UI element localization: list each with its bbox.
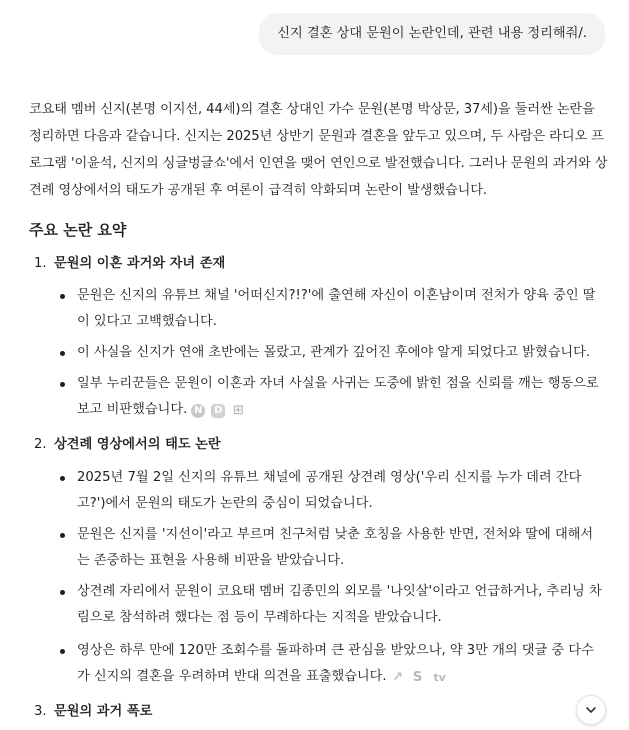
user-message-text: 신지 결혼 상대 문원이 논란인데, 관련 내용 정리해줘/. [277, 26, 587, 41]
windows-source-icon[interactable]: ⊞ [232, 403, 244, 418]
intro-paragraph: 코요태 멤버 신지(본명 이지선, 44세)의 결혼 상대인 가수 문원(본명 박상문, 37세)을 둘러싼 논란을 정리하면 다음과 같습니다. 신지는 2025년 상반기 문원과 결혼을 앞두고 있으며, 두 사람은 라디오 프로그램 '이윤석, 신지의 싱글벙글쇼'에서 인연을 맺어 연인으로 발전했습니다. 그러나 문원의 과거와 상견례 영상에서의 태도가 공개된 후 여론이 급격히 악화되며 논란이 발생했습니다. [29, 102, 608, 198]
list-item-number: 3. [34, 704, 47, 719]
bullet-text: 이 사실을 신지가 연애 초반에는 몰랐고, 관계가 깊어진 후에야 알게 되었다고 밝혔습니다. [77, 345, 591, 360]
source-icons [191, 399, 251, 425]
user-message-bubble [259, 13, 605, 55]
source-icons [391, 666, 455, 692]
daum-source-icon[interactable]: D [211, 404, 225, 418]
list-item-number: 2. [34, 437, 47, 452]
list-item-2-heading [34, 435, 221, 455]
list-item-title: 상견례 영상에서의 태도 논란 [54, 437, 221, 452]
bullet-text: 상견례 자리에서 문원이 코요태 멤버 김종민의 외모를 '나잇살'이라고 언급하거나, 추리닝 차림으로 참석하려 했다는 점 등이 무례하다는 지적을 받았습니다. [77, 584, 602, 625]
list-item-title: 문원의 과거 폭로 [54, 704, 153, 719]
bullet-text: 문원은 신지를 '지선이'라고 부르며 친구처럼 낮춘 호칭을 사용한 반면, 전처와 딸에 대해서는 존중하는 표현을 사용해 비판을 받았습니다. [77, 527, 594, 568]
bullet-item [77, 371, 602, 425]
bullet-item [77, 579, 602, 631]
list-item-1-heading [34, 254, 225, 274]
list-item-number: 1. [34, 256, 47, 271]
bullet-item [77, 283, 602, 335]
arrow-source-icon[interactable]: ↗ [392, 670, 404, 685]
list-item-title: 문원의 이혼 과거와 자녀 존재 [54, 256, 226, 271]
bullet-item [77, 465, 602, 517]
tv-source-icon[interactable]: tv [433, 671, 446, 684]
assistant-answer [29, 96, 609, 719]
s-source-icon[interactable]: S [412, 670, 423, 685]
chevron-down-icon [584, 703, 598, 717]
scroll-down-button[interactable] [576, 695, 606, 725]
bullet-text: 일부 누리꾼들은 문원이 이혼과 자녀 사실을 사귀는 도중에 밝힌 점을 신뢰를 깨는 행동으로 보고 비판했습니다. [77, 376, 599, 417]
list-item-3-heading [34, 702, 152, 722]
bullet-item [77, 638, 602, 692]
bullet-item [77, 340, 602, 366]
naver-source-icon[interactable]: N [191, 404, 205, 418]
bullet-text: 영상은 하루 만에 120만 조회수를 돌파하며 큰 관심을 받았으나, 약 3만 개의 댓글 중 다수가 신지의 결혼을 우려하며 반대 의견을 표출했습니다. [77, 643, 594, 684]
section-title: 주요 논란 요약 [29, 221, 127, 239]
bullet-item [77, 522, 602, 574]
bullet-text: 2025년 7월 2일 신지의 유튜브 채널에 공개된 상견례 영상('우리 신지를 누가 데려 간다고?')에서 문원의 태도가 논란의 중심이 되었습니다. [77, 470, 582, 511]
bullet-text: 문원은 신지의 유튜브 채널 '어떠신지?!?'에 출연해 자신이 이혼남이며 전처가 양육 중인 딸이 있다고 고백했습니다. [77, 288, 596, 329]
